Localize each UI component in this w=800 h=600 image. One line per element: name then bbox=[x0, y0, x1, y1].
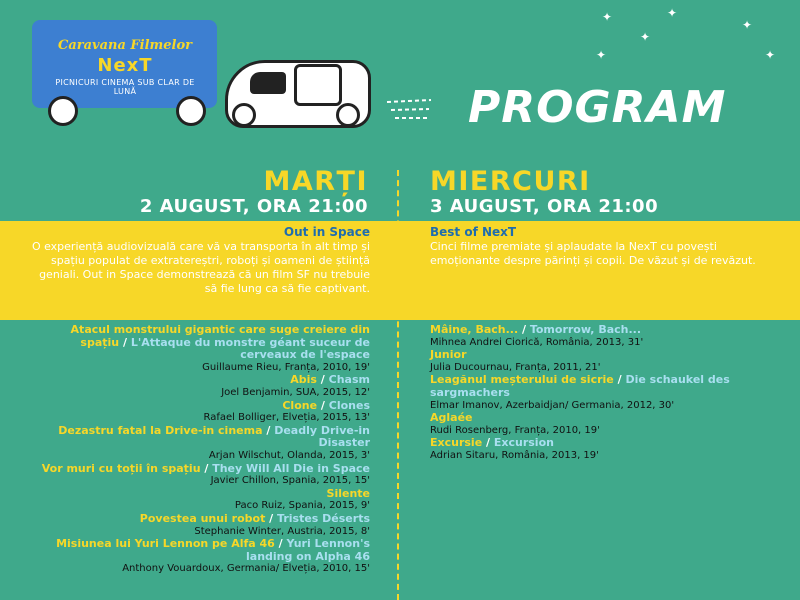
film-title-original: L'Attaque du monstre géant suceur de cerveaux de l'espace bbox=[130, 335, 370, 362]
day-name-tuesday: MARȚI bbox=[263, 166, 368, 197]
car-wheel-icon bbox=[232, 103, 256, 127]
film-credit: Guillaume Rieu, Franța, 2010, 19' bbox=[202, 361, 370, 373]
film-item bbox=[30, 324, 370, 374]
film-item bbox=[30, 400, 370, 425]
film-title-original: Excursion bbox=[493, 436, 554, 450]
film-title-romanian: Junior bbox=[430, 348, 467, 362]
film-title-romanian: Misiunea lui Yuri Lennon pe Alfa 46 bbox=[56, 537, 275, 551]
film-item bbox=[30, 488, 370, 513]
film-title bbox=[430, 412, 790, 425]
star-icon: ✦ bbox=[742, 18, 753, 32]
title-separator: / bbox=[119, 335, 131, 349]
film-item bbox=[30, 513, 370, 538]
film-title-romanian: Dezastru fatal la Drive-in cinema bbox=[58, 423, 263, 437]
film-title-original: Chasm bbox=[328, 373, 370, 387]
film-title-romanian: Abis bbox=[290, 373, 317, 387]
film-item bbox=[430, 412, 790, 437]
title-separator: / bbox=[518, 323, 530, 336]
brand-tagline: PICNICURI CINEMA SUB CLAR DE LUNĂ bbox=[55, 78, 195, 96]
film-title bbox=[30, 538, 370, 563]
film-item bbox=[430, 374, 790, 412]
film-title-romanian: Aglaée bbox=[430, 411, 473, 425]
crescent-moon-icon bbox=[690, 28, 740, 76]
car-wheel-icon bbox=[336, 103, 360, 127]
program-description-left: O experiență audiovizuală care vă va transporta în alt timp și spațiu populat de extratereștri, roboți și oameni de știință geniali. Out in Space demonstrează că un film SF nu trebuie să fie lung ca să fie captivant. bbox=[31, 240, 370, 295]
film-title bbox=[30, 425, 370, 450]
program-title-right: Best of NexT bbox=[430, 225, 517, 239]
film-title bbox=[30, 400, 370, 413]
speed-lines-icon bbox=[385, 96, 435, 126]
film-list-tuesday bbox=[30, 324, 370, 576]
film-title bbox=[30, 374, 370, 387]
title-separator: / bbox=[316, 373, 329, 387]
film-title bbox=[30, 463, 370, 476]
film-title-romanian: Atacul monstrului gigantic care suge creiere din spațiu bbox=[70, 323, 370, 349]
film-title-romanian: Leagănul meșterului de sicrie bbox=[430, 373, 614, 387]
film-title bbox=[30, 488, 370, 501]
day-date-tuesday: 2 AUGUST, ORA 21:00 bbox=[139, 196, 368, 217]
film-title-original: Die schaukel des sargmachers bbox=[430, 373, 730, 399]
film-item bbox=[30, 425, 370, 463]
film-credit: Paco Ruiz, Spania, 2015, 9' bbox=[234, 500, 370, 512]
film-item bbox=[30, 374, 370, 399]
film-title-original: Clones bbox=[328, 398, 370, 412]
program-description-right: Cinci filme premiate și aplaudate la NexT cu povești emoționante despre părinți și copii. De văzut și de revăzut. bbox=[430, 240, 756, 267]
title-separator: / bbox=[317, 398, 329, 412]
film-title-romanian: Povestea unui robot bbox=[139, 511, 266, 525]
star-icon: ✦ bbox=[667, 6, 678, 20]
title-separator: / bbox=[200, 461, 213, 475]
film-item bbox=[430, 437, 790, 462]
film-item bbox=[430, 349, 790, 374]
film-title bbox=[30, 324, 370, 362]
title-separator: / bbox=[265, 511, 278, 525]
star-icon: ✦ bbox=[596, 48, 607, 62]
title-separator: / bbox=[482, 436, 494, 450]
film-title-original: Yuri Lennon's landing on Alpha 46 bbox=[246, 537, 370, 563]
film-credit: Elmar Imanov, Azerbaidjan/ Germania, 2012, 30' bbox=[430, 399, 675, 411]
film-item bbox=[430, 324, 790, 349]
film-credit: Rafael Bolliger, Elveția, 2015, 13' bbox=[203, 412, 370, 424]
film-title-romanian: Excursie bbox=[430, 436, 483, 450]
film-title bbox=[430, 349, 790, 362]
film-title-original: Tristes Déserts bbox=[277, 511, 370, 525]
film-title-romanian: Silente bbox=[326, 486, 370, 500]
film-title bbox=[430, 374, 790, 399]
truck-wheel-icon bbox=[176, 96, 206, 126]
star-icon: ✦ bbox=[765, 48, 776, 62]
film-credit: Mihnea Andrei Ciorică, România, 2013, 31' bbox=[430, 336, 644, 348]
film-title bbox=[430, 437, 790, 450]
day-date-wednesday: 3 AUGUST, ORA 21:00 bbox=[430, 196, 659, 217]
brand-name-line2: NexT bbox=[97, 55, 153, 76]
film-title-original: They Will All Die in Space bbox=[212, 461, 370, 475]
star-icon: ✦ bbox=[602, 10, 613, 24]
film-credit: Joel Benjamin, SUA, 2015, 12' bbox=[221, 386, 370, 398]
film-credit: Stephanie Winter, Austria, 2015, 8' bbox=[194, 525, 370, 537]
film-credit: Anthony Vouardoux, Germania/ Elveția, 2010, 15' bbox=[122, 563, 370, 575]
program-title-left: Out in Space bbox=[283, 225, 370, 239]
film-title-romanian: Clone bbox=[282, 398, 318, 412]
film-title-romanian: Mâine, Bach... bbox=[430, 323, 519, 336]
title-separator: / bbox=[274, 537, 287, 551]
brand-name-line1: Caravana Filmelor bbox=[57, 38, 192, 53]
film-title-romanian: Vor muri cu toții în spațiu bbox=[41, 461, 201, 475]
film-item bbox=[30, 538, 370, 576]
title-separator: / bbox=[613, 373, 626, 387]
film-credit: Adrian Sitaru, România, 2013, 19' bbox=[430, 449, 599, 461]
film-title-original: Deadly Drive-in Disaster bbox=[274, 423, 370, 450]
film-title bbox=[30, 513, 370, 526]
film-item bbox=[30, 463, 370, 488]
car-window-icon bbox=[250, 72, 286, 94]
film-credit: Javier Chillon, Spania, 2015, 15' bbox=[210, 475, 370, 487]
truck-wheel-icon bbox=[48, 96, 78, 126]
film-credit: Rudi Rosenberg, Franța, 2010, 19' bbox=[430, 424, 600, 436]
day-name-wednesday: MIERCURI bbox=[430, 166, 591, 197]
film-title bbox=[430, 324, 790, 337]
film-title-original: Tomorrow, Bach... bbox=[529, 323, 642, 336]
title-separator: / bbox=[262, 423, 275, 437]
film-credit: Arjan Wilschut, Olanda, 2015, 3' bbox=[208, 449, 370, 461]
star-icon: ✦ bbox=[640, 30, 651, 44]
program-title: PROGRAM bbox=[468, 82, 727, 133]
film-credit: Julia Ducournau, Franța, 2011, 21' bbox=[430, 361, 601, 373]
car-door-icon bbox=[294, 64, 342, 106]
film-list-wednesday bbox=[430, 324, 790, 463]
column-divider bbox=[397, 170, 399, 600]
